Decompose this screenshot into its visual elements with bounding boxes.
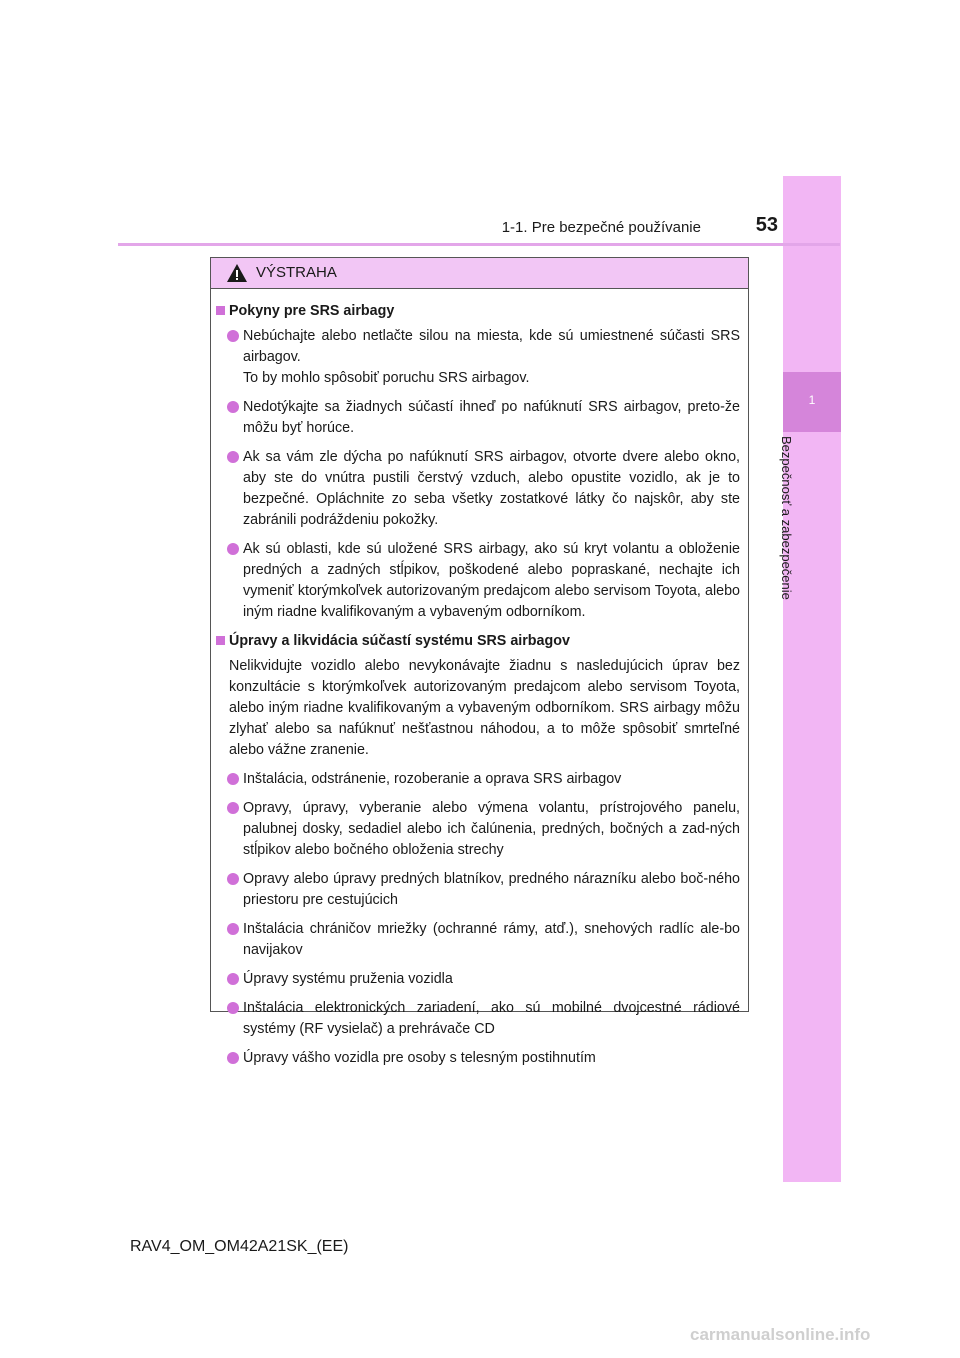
circle-bullet-icon bbox=[227, 401, 239, 413]
list-item-text: Ak sa vám zle dýcha po nafúknutí SRS airbagov, otvorte dvere alebo okno, aby ste do vnútra pustili čerstvý vzduch, alebo opustite vozidlo, ak je to bezpečné. Opláchnite zo seba všetky zostatkové látky čo najskôr, aby ste zabránili podráždeniu pokožky. bbox=[243, 449, 740, 528]
chapter-title: Bezpečnosť a zabezpečenie bbox=[779, 436, 794, 600]
list-item bbox=[215, 769, 740, 790]
page-number: 53 bbox=[755, 214, 778, 236]
list-item bbox=[215, 969, 740, 990]
warning-body bbox=[211, 289, 748, 1069]
list-item bbox=[215, 326, 740, 389]
list-item-text: Ak sú oblasti, kde sú uložené SRS airbagy, ako sú kryt volantu a obloženie predných a zadných stĺpikov, poškodené alebo popraskané, nechajte ich vymeniť ktorýmkoľvek autorizovaným predajcom alebo servisom Toyota, alebo iným riadne kvalifikovaným a vybaveným odborníkom. bbox=[243, 541, 740, 620]
document-code: RAV4_OM_OM42A21SK_(EE) bbox=[130, 1238, 349, 1255]
circle-bullet-icon bbox=[227, 802, 239, 814]
section-title: 1-1. Pre bezpečné používanie bbox=[501, 219, 701, 236]
list-item bbox=[215, 1048, 740, 1069]
warning-header bbox=[211, 258, 748, 289]
list-item bbox=[215, 869, 740, 911]
side-tab bbox=[783, 176, 841, 1182]
sub-heading-text: Úpravy a likvidácia súčastí systému SRS airbagov bbox=[229, 633, 570, 649]
header-rule bbox=[118, 243, 840, 246]
list-item-text: Inštalácia chráničov mriežky (ochranné rámy, atď.), snehových radlíc ale-bo navijakov bbox=[243, 921, 740, 958]
chapter-number: 1 bbox=[808, 393, 816, 407]
circle-bullet-icon bbox=[227, 330, 239, 342]
list-item bbox=[215, 447, 740, 531]
list-item-text: Inštalácia elektronických zariadení, ako sú mobilné dvojcestné rádiové systémy (RF vysielač) a prehrávače CD bbox=[243, 1000, 740, 1037]
circle-bullet-icon bbox=[227, 1002, 239, 1014]
warning-triangle-icon bbox=[226, 263, 248, 283]
circle-bullet-icon bbox=[227, 973, 239, 985]
sub-heading bbox=[215, 301, 740, 322]
warning-label: VÝSTRAHA bbox=[256, 264, 337, 281]
paragraph: Nelikvidujte vozidlo alebo nevykonávajte žiadnu s nasledujúcich úprav bez konzultácie s ktorýmkoľvek autorizovaným predajcom alebo servisom Toyota, alebo iným riadne kvalifikovaným a vybaveným odborníkom. SRS airbagy môžu zlyhať alebo sa nafúknuť nešťastnou náhodou, a to môže spôsobiť smrteľné alebo vážne zranenie. bbox=[229, 658, 740, 758]
list-item bbox=[215, 539, 740, 623]
list-item-text: Úpravy vášho vozidla pre osoby s telesným postihnutím bbox=[243, 1050, 596, 1066]
list-item-text: Nebúchajte alebo netlačte silou na miesta, kde sú umiestnené súčasti SRS airbagov. bbox=[243, 328, 740, 365]
sub-heading bbox=[215, 631, 740, 652]
list-item bbox=[215, 798, 740, 861]
circle-bullet-icon bbox=[227, 873, 239, 885]
circle-bullet-icon bbox=[227, 1052, 239, 1064]
sub-heading-text: Pokyny pre SRS airbagy bbox=[229, 303, 395, 319]
circle-bullet-icon bbox=[227, 923, 239, 935]
list-item-text: Nedotýkajte sa žiadnych súčastí ihneď po nafúknutí SRS airbagov, preto-že môžu byť horúce. bbox=[243, 399, 740, 436]
list-item-text: Úpravy systému pruženia vozidla bbox=[243, 971, 453, 987]
square-bullet-icon bbox=[216, 636, 225, 645]
circle-bullet-icon bbox=[227, 543, 239, 555]
list-item bbox=[215, 998, 740, 1040]
list-item bbox=[215, 397, 740, 439]
list-item-text: To by mohlo spôsobiť poruchu SRS airbagov. bbox=[243, 370, 530, 386]
list-item bbox=[215, 919, 740, 961]
square-bullet-icon bbox=[216, 306, 225, 315]
circle-bullet-icon bbox=[227, 451, 239, 463]
watermark: carmanualsonline.info bbox=[690, 1325, 871, 1344]
circle-bullet-icon bbox=[227, 773, 239, 785]
list-item-text: Opravy, úpravy, vyberanie alebo výmena volantu, prístrojového panelu, palubnej dosky, sedadiel alebo ich čalúnenia, predných, bočných a zad-ných stĺpikov alebo bočného obloženia strechy bbox=[243, 800, 740, 858]
list-item-text: Inštalácia, odstránenie, rozoberanie a oprava SRS airbagov bbox=[243, 771, 622, 787]
list-item-text: Opravy alebo úpravy predných blatníkov, predného nárazníku alebo boč-ného priestoru pre cestujúcich bbox=[243, 871, 740, 908]
warning-box bbox=[210, 257, 749, 1066]
